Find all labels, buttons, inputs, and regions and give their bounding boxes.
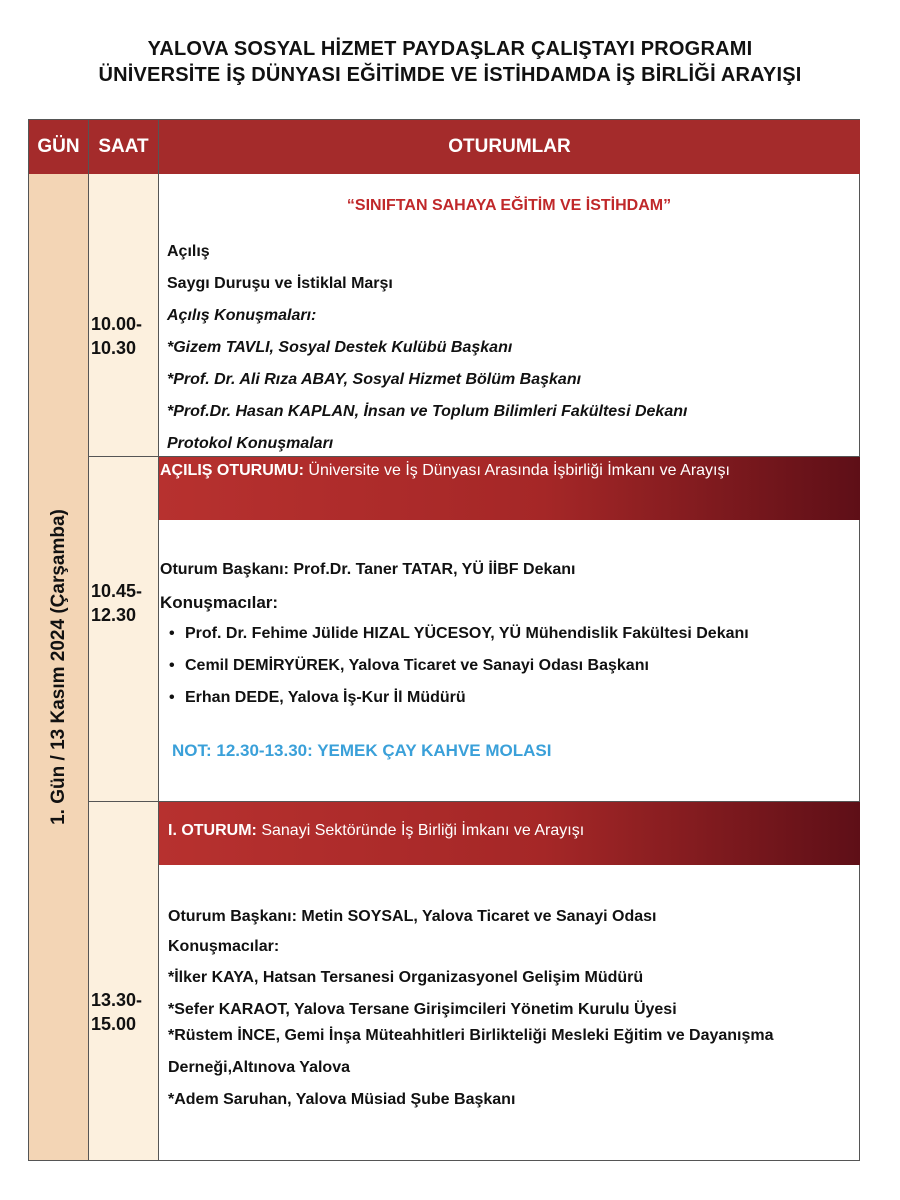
session-line: Protokol Konuşmaları: [167, 435, 334, 452]
list-item: • Erhan DEDE, Yalova İş-Kur İl Müdürü: [169, 689, 749, 721]
speakers-label: Konuşmacılar:: [160, 593, 279, 612]
session-line: *İlker KAYA, Hatsan Tersanesi Organizasyonel Gelişim Müdürü: [168, 969, 644, 986]
banner-label: AÇILIŞ OTURUMU:: [160, 462, 304, 479]
program-title: YALOVA SOSYAL HİZMET PAYDAŞLAR ÇALIŞTAYI PROGRAMI: [147, 38, 753, 60]
program-table: [28, 119, 860, 1161]
session-chair: Oturum Başkanı: Metin SOYSAL, Yalova Ticaret ve Sanayi Odası: [168, 908, 657, 925]
list-item: • Prof. Dr. Fehime Jülide HIZAL YÜCESOY, YÜ Mühendislik Fakültesi Dekanı: [169, 625, 749, 657]
session-cell-slot1: [159, 174, 859, 457]
speakers-label: Konuşmacılar:: [168, 938, 280, 955]
session-line: Saygı Duruşu ve İstiklal Marşı: [167, 275, 393, 292]
banner-text: Sanayi Sektöründe İş Birliği İmkanı ve Arayışı: [256, 822, 585, 839]
session-chair: Oturum Başkanı: Prof.Dr. Taner TATAR, YÜ İİBF Dekanı: [160, 561, 576, 578]
session-line: Açılış Konuşmaları:: [167, 307, 317, 324]
session-line: *Prof. Dr. Ali Rıza ABAY, Sosyal Hizmet Bölüm Başkanı: [167, 371, 582, 388]
break-note: NOT: 12.30-13.30: YEMEK ÇAY KAHVE MOLASI: [172, 741, 552, 760]
time-cell-slot3: [89, 802, 159, 1160]
session-line: Derneği,Altınova Yalova: [168, 1059, 350, 1076]
time-label: 10.45- 12.30: [91, 581, 143, 625]
banner-text: Üniversite ve İş Dünyası Arasında İşbirliği İmkanı ve Arayışı: [303, 462, 730, 479]
column-header-time: SAAT: [89, 120, 159, 174]
session-banner: [159, 457, 860, 520]
time-cell-slot2: [89, 457, 159, 802]
day-cell: [29, 174, 89, 1160]
session-line: Açılış: [167, 243, 210, 260]
session-line: *Prof.Dr. Hasan KAPLAN, İnsan ve Toplum Bilimleri Fakültesi Dekanı: [167, 403, 688, 420]
banner-label: I. OTURUM:: [168, 822, 257, 839]
time-label: 13.30- 15.00: [91, 990, 143, 1034]
speaker-list: [169, 625, 749, 721]
session-cell-slot3: [159, 802, 859, 1160]
session-line: *Sefer KARAOT, Yalova Tersane Girişimcileri Yönetim Kurulu Üyesi: [168, 1001, 677, 1018]
time-cell-slot1: [89, 174, 159, 457]
session-line: *Adem Saruhan, Yalova Müsiad Şube Başkanı: [168, 1091, 516, 1108]
day-label: 1. Gün / 13 Kasım 2024 (Çarşamba): [48, 509, 69, 825]
session-banner: [159, 802, 860, 865]
column-header-day: GÜN: [29, 120, 89, 174]
time-label: 10.00- 10.30: [91, 314, 143, 358]
session-cell-slot2: [159, 457, 859, 802]
theme-subtitle: “SINIFTAN SAHAYA EĞİTİM VE İSTİHDAM”: [346, 197, 672, 214]
program-subtitle: ÜNİVERSİTE İŞ DÜNYASI EĞİTİMDE VE İSTİHDAMDA İŞ BİRLİĞİ ARAYIŞI: [98, 64, 802, 86]
list-item: • Cemil DEMİRYÜREK, Yalova Ticaret ve Sanayi Odası Başkanı: [169, 657, 749, 689]
session-line: *Gizem TAVLI, Sosyal Destek Kulübü Başkanı: [167, 339, 513, 356]
column-header-sessions: OTURUMLAR: [159, 120, 860, 174]
session-line: *Rüstem İNCE, Gemi İnşa Müteahhitleri Birlikteliği Mesleki Eğitim ve Dayanışma: [168, 1027, 774, 1044]
